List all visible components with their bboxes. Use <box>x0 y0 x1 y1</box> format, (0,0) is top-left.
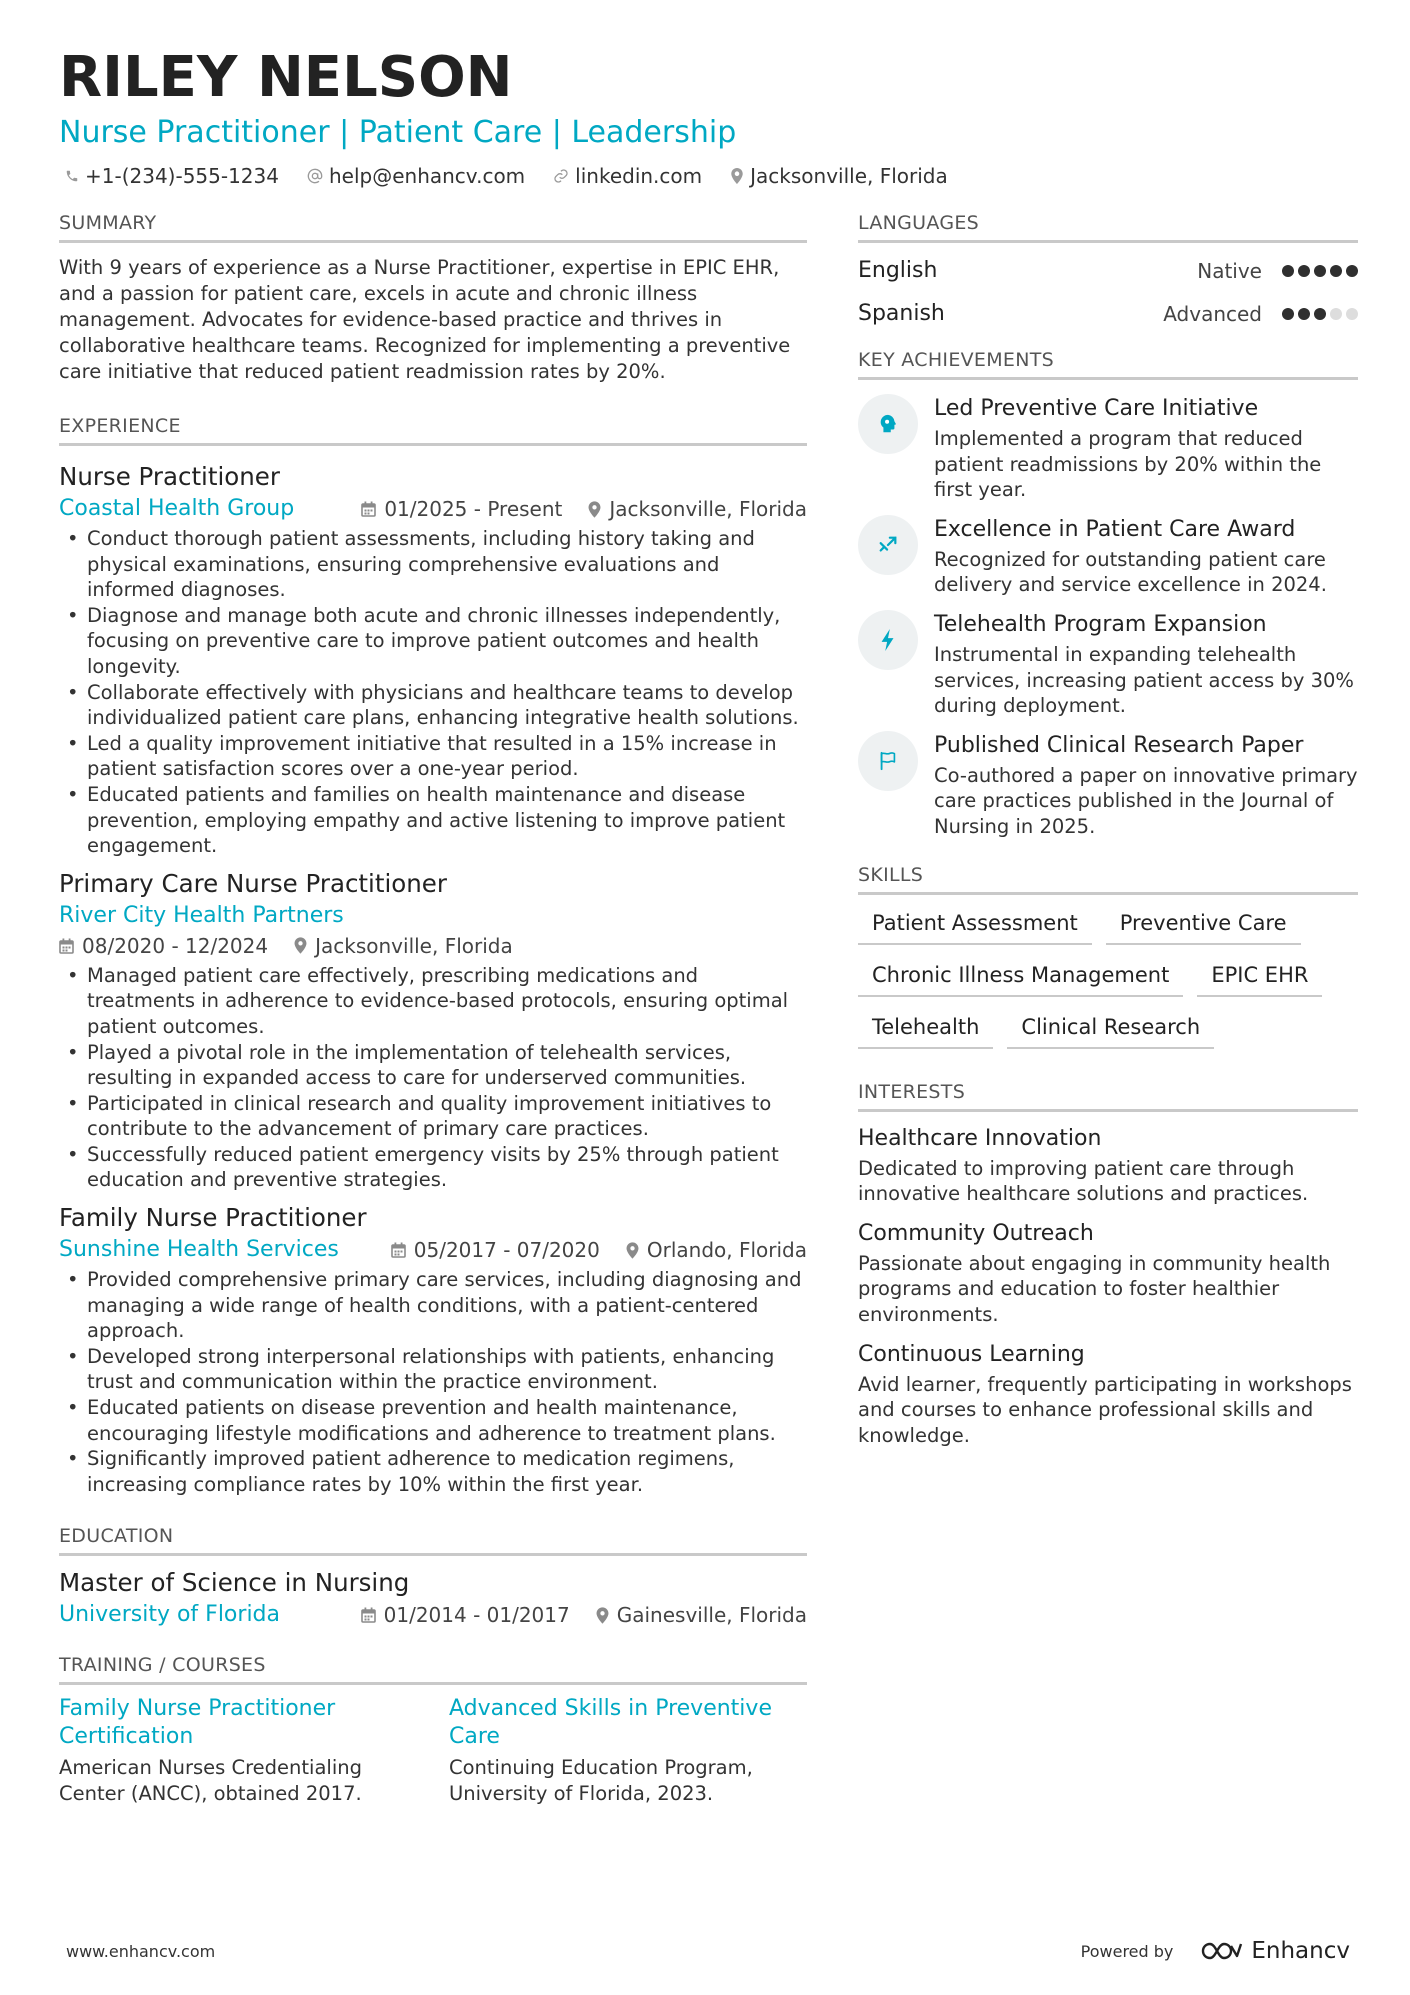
job-meta-right <box>365 1235 807 1265</box>
powered-by-text: Powered by <box>1080 1941 1174 1961</box>
job-bullet: • Diagnose and manage both acute and chronic illnesses independently, focusing on preventive care to improve patient outcomes and health longevity. <box>59 603 807 680</box>
rating-dot <box>1314 308 1326 320</box>
interest-desc: Dedicated to improving patient care through innovative healthcare solutions and practices. <box>858 1156 1309 1206</box>
skill-tag: Telehealth <box>858 1009 993 1049</box>
linkedin-text: linkedin.com <box>575 164 703 188</box>
job-meta <box>59 494 807 524</box>
contact-phone[interactable] <box>65 164 279 188</box>
interest-desc: Avid learner, frequently participating in workshops and courses to enhance professional skills and knowledge. <box>858 1372 1352 1447</box>
job-entry <box>59 867 807 1193</box>
achievement-title: Excellence in Patient Care Award <box>934 516 1296 542</box>
interest-title: Healthcare Innovation <box>858 1125 1102 1151</box>
company-name: Sunshine Health Services <box>59 1237 339 1263</box>
head-icon <box>877 413 899 435</box>
course-list <box>59 1695 807 1807</box>
achievement-item <box>858 394 1358 503</box>
job-location-text: Jacksonville, Florida <box>609 497 807 521</box>
job-location <box>626 1235 807 1265</box>
interest-item <box>858 1124 1358 1207</box>
job-location <box>588 494 807 524</box>
calendar-icon <box>361 1607 376 1623</box>
job-entry <box>59 460 807 859</box>
language-name: Spanish <box>858 301 945 326</box>
achievement-icon-badge <box>858 610 918 670</box>
calendar-icon <box>391 1242 406 1258</box>
rating-dot <box>1346 308 1358 320</box>
footer-branding <box>1081 1938 1350 1964</box>
achievement-desc: Recognized for outstanding patient care delivery and service excellence in 2024. <box>934 547 1327 597</box>
job-dates <box>391 1235 600 1265</box>
skill-tag: Chronic Illness Management <box>858 957 1183 997</box>
job-bullet: • Educated patients on disease prevention and health maintenance, encouraging lifestyle modifications and adherence to treatment plans. <box>59 1395 807 1446</box>
job-location <box>294 931 513 961</box>
language-level: Advanced <box>1163 301 1262 326</box>
achievement-desc: Instrumental in expanding telehealth services, increasing patient access by 30% during deployment. <box>934 642 1354 718</box>
summary-heading: SUMMARY <box>59 212 807 243</box>
phone-text: +1-(234)-555-1234 <box>85 164 279 188</box>
location-pin-icon <box>588 501 601 518</box>
job-meta <box>59 931 807 961</box>
achievement-icon-badge <box>858 731 918 791</box>
job-location-text: Orlando, Florida <box>646 1238 807 1263</box>
language-item <box>858 292 1358 335</box>
course-desc: Continuing Education Program, University of Florida, 2023. <box>449 1756 753 1806</box>
training-section <box>59 1654 807 1807</box>
achievement-item <box>858 731 1358 840</box>
contact-location <box>730 164 948 188</box>
achievement-desc: Implemented a program that reduced patient readmissions by 20% within the first year. <box>934 427 1322 502</box>
footer-website[interactable]: www.enhancv.com <box>66 1941 216 1961</box>
skills-heading: SKILLS <box>858 864 1358 895</box>
education-dates <box>361 1600 570 1630</box>
rating-dot <box>1330 308 1342 320</box>
achievement-title: Led Preventive Care Initiative <box>934 396 1259 421</box>
email-text: help@enhancv.com <box>328 164 526 188</box>
interests-section <box>858 1081 1358 1449</box>
course-item <box>449 1695 807 1807</box>
candidate-name: RILEY NELSON <box>59 45 513 110</box>
rating-dot <box>1346 265 1358 277</box>
experience-section <box>59 415 807 1497</box>
job-bullet: • Conduct thorough patient assessments, including history taking and physical examinations, ensuring comprehensive evaluations and informed diagnoses. <box>59 526 807 603</box>
achievement-item <box>858 515 1358 598</box>
job-bullet: • Collaborate effectively with physicians and healthcare teams to develop individualized patient care plans, enhancing integrative health solutions. <box>59 680 807 731</box>
left-column <box>59 212 807 1807</box>
rating-dot <box>1282 265 1294 277</box>
achievement-item <box>858 610 1358 719</box>
location-pin-icon <box>596 1607 609 1624</box>
achievements-heading: KEY ACHIEVEMENTS <box>858 349 1358 380</box>
interest-title: Continuous Learning <box>858 1341 1085 1367</box>
job-meta-right <box>335 494 807 524</box>
flag-icon <box>877 750 899 772</box>
course-item <box>59 1695 449 1807</box>
location-pin-icon <box>626 1242 639 1259</box>
enhancv-logo-icon <box>1199 1940 1243 1962</box>
job-bullet: • Played a pivotal role in the implementation of telehealth services, resulting in expanded access to care for underserved communities. <box>59 1040 807 1091</box>
job-bullet: • Provided comprehensive primary care services, including diagnosing and managing a wide range of health conditions, with a patient-centered approach. <box>59 1267 807 1344</box>
interest-item <box>858 1340 1358 1449</box>
job-entry <box>59 1201 807 1497</box>
job-bullet: • Participated in clinical research and quality improvement initiatives to contribute to the advancement of primary care practices. <box>59 1091 807 1142</box>
location-text: Jacksonville, Florida <box>750 164 948 188</box>
location-pin-icon <box>294 937 307 954</box>
language-rating <box>1278 308 1358 320</box>
language-name: English <box>858 258 938 283</box>
transfer-arrows-icon <box>877 534 899 556</box>
achievements-section <box>858 349 1358 840</box>
rating-dot <box>1298 265 1310 277</box>
education-location <box>596 1600 807 1630</box>
skill-list <box>858 905 1358 1061</box>
language-item <box>858 249 1358 292</box>
company-name: River City Health Partners <box>59 902 344 928</box>
candidate-title: Nurse Practitioner | Patient Care | Leadership <box>59 115 737 150</box>
job-title: Primary Care Nurse Practitioner <box>59 868 447 898</box>
achievement-title: Published Clinical Research Paper <box>934 732 1304 758</box>
job-dates <box>361 494 562 524</box>
rating-dot <box>1298 308 1310 320</box>
achievement-body <box>934 731 1358 840</box>
at-icon <box>307 168 323 184</box>
job-dates <box>59 931 268 961</box>
summary-text: With 9 years of experience as a Nurse Practitioner, expertise in EPIC EHR, and a passion for patient care, excels in acute and chronic illness management. Advocates for evidence-based practice and thrives in collaborative healthcare teams. Recognized for implementing a preventive care initiative that reduced patient readmission rates by 20%. <box>59 256 791 383</box>
resume-header <box>59 44 1359 188</box>
skill-tag: Preventive Care <box>1106 905 1301 945</box>
degree-title: Master of Science in Nursing <box>59 1568 410 1598</box>
languages-section <box>858 212 1358 335</box>
language-level-group <box>1197 259 1358 283</box>
job-dates-text: 08/2020 - 12/2024 <box>82 933 269 958</box>
education-meta-right <box>335 1600 807 1630</box>
achievement-icon-badge <box>858 515 918 575</box>
contact-bar <box>59 164 1359 188</box>
course-title: Family Nurse Practitioner Certification <box>59 1696 336 1750</box>
education-heading: EDUCATION <box>59 1525 807 1556</box>
right-column <box>858 212 1358 1448</box>
calendar-icon <box>361 501 376 517</box>
job-title: Nurse Practitioner <box>59 462 280 491</box>
job-bullet: • Managed patient care effectively, prescribing medications and treatments in adherence to evidence-based protocols, ensuring optimal patient outcomes. <box>59 963 807 1040</box>
achievement-body <box>934 610 1358 719</box>
rating-dot <box>1282 308 1294 320</box>
education-dates-text: 01/2014 - 01/2017 <box>383 1603 570 1628</box>
languages-heading: LANGUAGES <box>858 212 1358 243</box>
job-bullet: • Significantly improved patient adherence to medication regimens, increasing compliance rates by 10% within the first year. <box>59 1446 807 1497</box>
job-title: Family Nurse Practitioner <box>59 1203 367 1233</box>
brand-name: Enhancv <box>1251 1938 1350 1964</box>
education-meta <box>59 1600 807 1630</box>
interest-item <box>858 1219 1358 1328</box>
training-heading: TRAINING / COURSES <box>59 1654 807 1685</box>
achievement-desc: Co-authored a paper on innovative primary care practices published in the Journal of Nursing in 2025. <box>934 763 1358 838</box>
skill-tag: Clinical Research <box>1007 1009 1214 1049</box>
job-dates-text: 05/2017 - 07/2020 <box>413 1238 600 1263</box>
job-dates-text: 01/2025 - Present <box>384 497 563 521</box>
achievement-title: Telehealth Program Expansion <box>934 611 1267 637</box>
job-bullet: • Led a quality improvement initiative that resulted in a 15% increase in patient satisfaction scores over a one-year period. <box>59 731 807 782</box>
achievement-body <box>934 515 1358 598</box>
education-section <box>59 1525 807 1630</box>
page-footer <box>66 1938 1350 1964</box>
brand-logo[interactable] <box>1199 1938 1350 1964</box>
job-bullet: • Educated patients and families on health maintenance and disease prevention, employing empathy and active listening to improve patient engagement. <box>59 782 807 859</box>
course-desc: American Nurses Credentialing Center (ANCC), obtained 2017. <box>59 1756 362 1806</box>
interest-title: Community Outreach <box>858 1220 1094 1246</box>
language-list <box>858 249 1358 335</box>
skill-tag: Patient Assessment <box>858 905 1092 945</box>
language-rating <box>1278 265 1358 277</box>
calendar-icon <box>59 938 74 954</box>
job-bullets <box>59 963 807 1193</box>
job-bullet: • Developed strong interpersonal relationships with patients, enhancing trust and communication within the practice environment. <box>59 1344 807 1395</box>
achievement-body <box>934 394 1358 503</box>
rating-dot <box>1330 265 1342 277</box>
rating-dot <box>1314 265 1326 277</box>
interests-heading: INTERESTS <box>858 1081 1358 1112</box>
job-meta <box>59 1235 807 1265</box>
language-level: Native <box>1197 258 1262 283</box>
job-location-text: Jacksonville, Florida <box>315 933 513 958</box>
job-bullets <box>59 526 807 859</box>
link-icon <box>553 168 569 184</box>
location-pin-icon <box>730 168 744 184</box>
language-level-group <box>1163 302 1358 326</box>
interest-desc: Passionate about engaging in community health programs and education to foster healthier environments. <box>858 1251 1331 1326</box>
phone-icon <box>65 169 79 183</box>
education-location-text: Gainesville, Florida <box>616 1603 807 1628</box>
achievement-icon-badge <box>858 394 918 454</box>
experience-heading: EXPERIENCE <box>59 415 807 446</box>
company-name: Coastal Health Group <box>59 496 295 521</box>
school-name: University of Florida <box>59 1602 280 1628</box>
skill-tag: EPIC EHR <box>1197 957 1322 997</box>
job-bullet: • Successfully reduced patient emergency visits by 25% through patient education and preventive strategies. <box>59 1142 807 1193</box>
summary-section <box>59 212 807 385</box>
skills-section <box>858 864 1358 1061</box>
job-bullets <box>59 1267 807 1497</box>
lightning-icon <box>879 629 897 651</box>
contact-email[interactable] <box>307 164 525 188</box>
course-title: Advanced Skills in Preventive Care <box>449 1696 772 1750</box>
contact-linkedin[interactable] <box>553 164 702 188</box>
